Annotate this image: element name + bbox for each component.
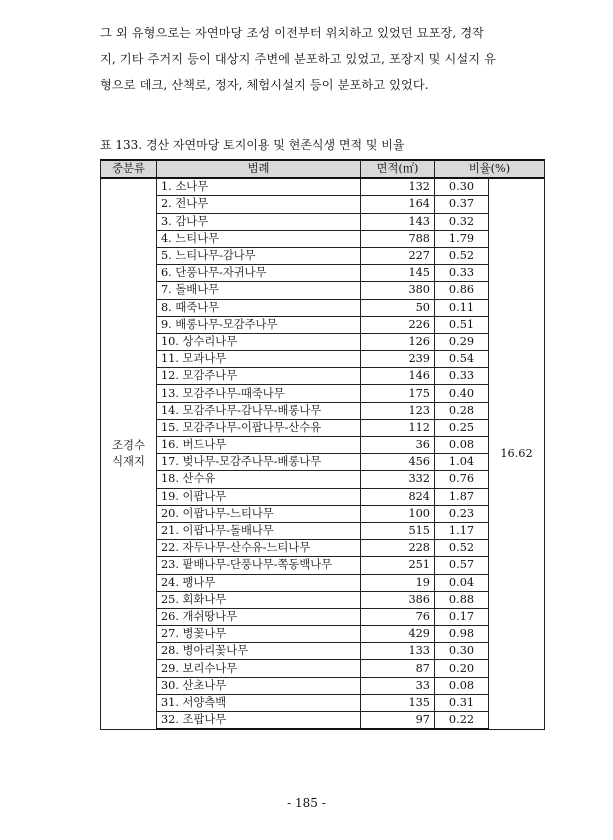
- ratio-cell: 0.04: [435, 574, 489, 591]
- ratio-cell: 0.57: [435, 557, 489, 574]
- ratio-cell: 0.98: [435, 626, 489, 643]
- area-cell: 123: [361, 402, 435, 419]
- legend-cell: 15. 모감주나무-이팝나무-산수유: [157, 419, 361, 436]
- category-label: 조경수: [112, 438, 145, 452]
- table-row: [101, 196, 545, 213]
- legend-cell: 11. 모과나무: [157, 351, 361, 368]
- legend-cell: 3. 감나무: [157, 213, 361, 230]
- area-cell: 146: [361, 368, 435, 385]
- table-row: [101, 282, 545, 299]
- table-row: [101, 591, 545, 608]
- header-area: 면적(㎡): [361, 160, 435, 178]
- ratio-cell: 0.23: [435, 505, 489, 522]
- area-cell: 380: [361, 282, 435, 299]
- table-row: [101, 351, 545, 368]
- header-category: 중분류: [101, 160, 157, 178]
- ratio-cell: 0.08: [435, 437, 489, 454]
- ratio-cell: 0.37: [435, 196, 489, 213]
- area-cell: 126: [361, 333, 435, 350]
- area-cell: 133: [361, 643, 435, 660]
- table-row: [101, 694, 545, 711]
- legend-cell: 10. 상수리나무: [157, 333, 361, 350]
- ratio-cell: 0.33: [435, 368, 489, 385]
- category-cell: [101, 178, 157, 729]
- ratio-cell: 0.28: [435, 402, 489, 419]
- total-ratio-cell: 16.62: [489, 178, 545, 729]
- category-label: 식재지: [112, 454, 145, 468]
- header-ratio: 비율(%): [435, 160, 545, 178]
- ratio-cell: 0.54: [435, 351, 489, 368]
- ratio-cell: 0.32: [435, 213, 489, 230]
- table-row: [101, 437, 545, 454]
- table-row: [101, 454, 545, 471]
- header-legend: 범례: [157, 160, 361, 178]
- area-cell: 788: [361, 230, 435, 247]
- table-row: [101, 247, 545, 264]
- table-row: [101, 402, 545, 419]
- area-cell: 824: [361, 488, 435, 505]
- ratio-cell: 0.33: [435, 265, 489, 282]
- area-cell: 143: [361, 213, 435, 230]
- legend-cell: 8. 때죽나무: [157, 299, 361, 316]
- area-cell: 175: [361, 385, 435, 402]
- legend-cell: 22. 자두나무-산수유-느티나무: [157, 540, 361, 557]
- area-cell: 332: [361, 471, 435, 488]
- legend-cell: 1. 소나무: [157, 178, 361, 196]
- area-cell: 36: [361, 437, 435, 454]
- legend-cell: 23. 팥배나무-단풍나무-쪽동백나무: [157, 557, 361, 574]
- legend-cell: 14. 모감주나무-감나무-배롱나무: [157, 402, 361, 419]
- table-row: [101, 626, 545, 643]
- ratio-cell: 0.08: [435, 677, 489, 694]
- table-row: [101, 299, 545, 316]
- table-row: [101, 333, 545, 350]
- area-cell: 135: [361, 694, 435, 711]
- table-row: [101, 316, 545, 333]
- legend-cell: 7. 돌배나무: [157, 282, 361, 299]
- legend-cell: 12. 모감주나무: [157, 368, 361, 385]
- ratio-cell: 0.51: [435, 316, 489, 333]
- legend-cell: 26. 개쉬땅나무: [157, 608, 361, 625]
- area-cell: 97: [361, 712, 435, 730]
- legend-cell: 18. 산수유: [157, 471, 361, 488]
- ratio-cell: 0.86: [435, 282, 489, 299]
- area-cell: 100: [361, 505, 435, 522]
- table-row: [101, 419, 545, 436]
- table-row: [101, 488, 545, 505]
- legend-cell: 25. 회화나무: [157, 591, 361, 608]
- table-row: [101, 643, 545, 660]
- area-cell: 226: [361, 316, 435, 333]
- table-row: [101, 540, 545, 557]
- area-cell: 132: [361, 178, 435, 196]
- body-paragraph: [100, 20, 540, 98]
- page-number: - 185 -: [287, 796, 326, 810]
- legend-cell: 27. 병꽃나무: [157, 626, 361, 643]
- legend-cell: 28. 병아리꽃나무: [157, 643, 361, 660]
- land-use-table: [100, 159, 545, 730]
- area-cell: 87: [361, 660, 435, 677]
- ratio-cell: 0.52: [435, 540, 489, 557]
- ratio-cell: 1.04: [435, 454, 489, 471]
- table-row: [101, 557, 545, 574]
- area-cell: 228: [361, 540, 435, 557]
- area-cell: 429: [361, 626, 435, 643]
- area-cell: 251: [361, 557, 435, 574]
- ratio-cell: 1.17: [435, 522, 489, 539]
- ratio-cell: 0.25: [435, 419, 489, 436]
- area-cell: 19: [361, 574, 435, 591]
- table-row: [101, 265, 545, 282]
- area-cell: 112: [361, 419, 435, 436]
- legend-cell: 32. 조팝나무: [157, 712, 361, 730]
- table-row: [101, 608, 545, 625]
- table-row: [101, 505, 545, 522]
- area-cell: 76: [361, 608, 435, 625]
- ratio-cell: 0.88: [435, 591, 489, 608]
- legend-cell: 13. 모감주나무-때죽나무: [157, 385, 361, 402]
- legend-cell: 4. 느티나무: [157, 230, 361, 247]
- table-row: [101, 230, 545, 247]
- table-row: [101, 471, 545, 488]
- ratio-cell: 0.11: [435, 299, 489, 316]
- legend-cell: 19. 이팝나무: [157, 488, 361, 505]
- area-cell: 33: [361, 677, 435, 694]
- legend-cell: 2. 전나무: [157, 196, 361, 213]
- ratio-cell: 0.52: [435, 247, 489, 264]
- table-row: [101, 712, 545, 730]
- legend-cell: 21. 이팝나무-돌배나무: [157, 522, 361, 539]
- table-row: [101, 213, 545, 230]
- table-row: [101, 178, 545, 196]
- paragraph-line: 지, 기타 주거지 등이 대상지 주변에 분포하고 있었고, 포장지 및 시설지 유: [100, 52, 496, 66]
- area-cell: 239: [361, 351, 435, 368]
- legend-cell: 31. 서양측백: [157, 694, 361, 711]
- table-row: [101, 385, 545, 402]
- ratio-cell: 0.76: [435, 471, 489, 488]
- area-cell: 386: [361, 591, 435, 608]
- area-cell: 145: [361, 265, 435, 282]
- legend-cell: 30. 산초나무: [157, 677, 361, 694]
- area-cell: 164: [361, 196, 435, 213]
- area-cell: 227: [361, 247, 435, 264]
- legend-cell: 17. 벚나무-모감주나무-배롱나무: [157, 454, 361, 471]
- ratio-cell: 0.31: [435, 694, 489, 711]
- ratio-cell: 0.30: [435, 178, 489, 196]
- table-row: [101, 522, 545, 539]
- table-row: [101, 574, 545, 591]
- table-row: [101, 368, 545, 385]
- area-cell: 50: [361, 299, 435, 316]
- paragraph-line: 형으로 데크, 산책로, 정자, 체험시설지 등이 분포하고 있었다.: [100, 78, 429, 92]
- ratio-cell: 1.79: [435, 230, 489, 247]
- legend-cell: 29. 보리수나무: [157, 660, 361, 677]
- ratio-cell: 0.29: [435, 333, 489, 350]
- ratio-cell: 0.17: [435, 608, 489, 625]
- legend-cell: 16. 버드나무: [157, 437, 361, 454]
- area-cell: 456: [361, 454, 435, 471]
- ratio-cell: 1.87: [435, 488, 489, 505]
- legend-cell: 6. 단풍나무-자귀나무: [157, 265, 361, 282]
- ratio-cell: 0.30: [435, 643, 489, 660]
- table-header-row: [101, 160, 545, 178]
- ratio-cell: 0.22: [435, 712, 489, 730]
- paragraph-line: 그 외 유형으로는 자연마당 조성 이전부터 위치하고 있었던 묘포장, 경작: [100, 26, 485, 40]
- ratio-cell: 0.20: [435, 660, 489, 677]
- table-row: [101, 660, 545, 677]
- legend-cell: 9. 배롱나무-모감주나무: [157, 316, 361, 333]
- area-cell: 515: [361, 522, 435, 539]
- table-caption: 표 133. 경산 자연마당 토지이용 및 현존식생 면적 및 비율: [100, 138, 405, 152]
- legend-cell: 24. 팽나무: [157, 574, 361, 591]
- legend-cell: 20. 이팝나무-느티나무: [157, 505, 361, 522]
- ratio-cell: 0.40: [435, 385, 489, 402]
- table-row: [101, 677, 545, 694]
- legend-cell: 5. 느티나무-감나무: [157, 247, 361, 264]
